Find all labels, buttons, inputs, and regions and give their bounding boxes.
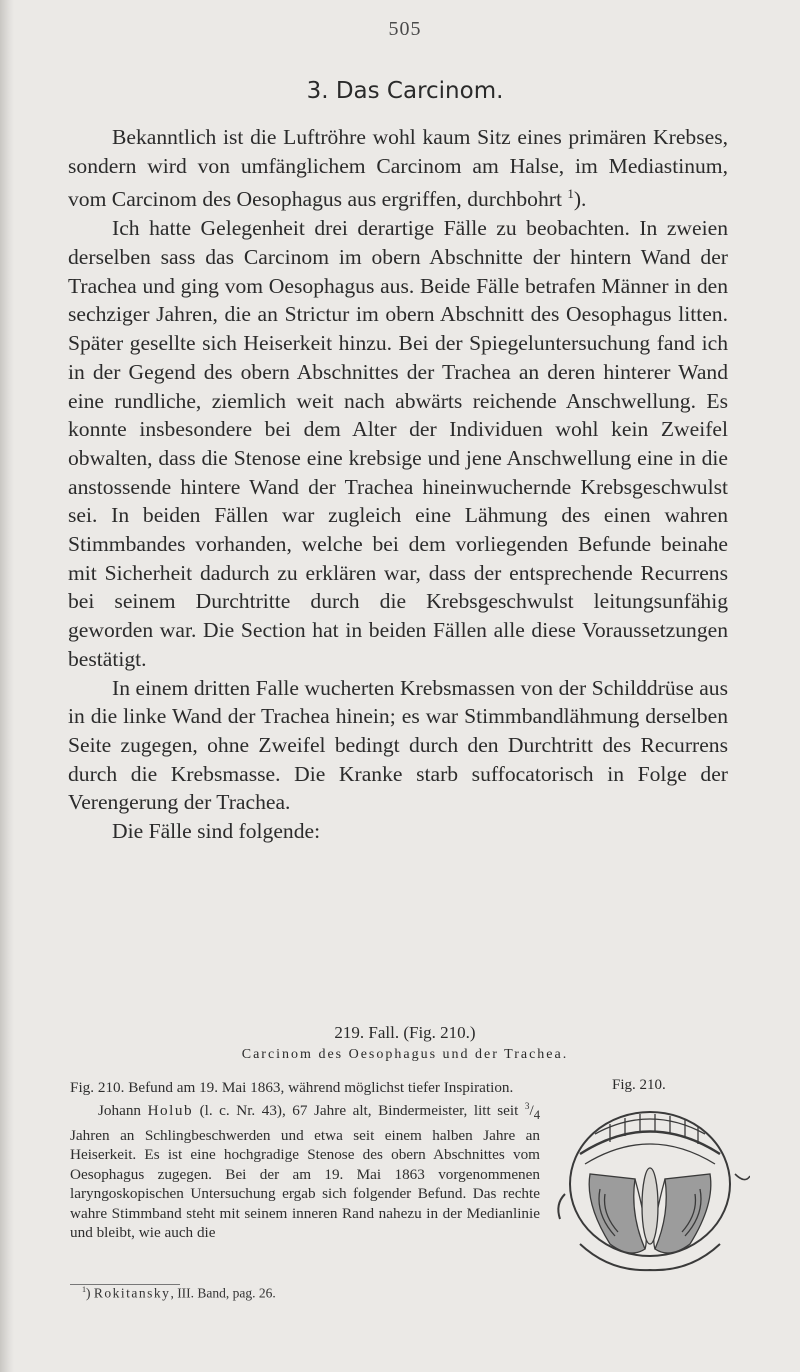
case-subheading: Carcinom des Oesophagus und der Trachea. <box>241 1047 569 1062</box>
fig-label: Fig. 210. <box>70 1079 125 1096</box>
case-body: Johann Holub (l. c. Nr. 43), 67 Jahre alt, Bindermeister, litt seit $^3/_4$ Jahren an Schlingbeschwerden und etwa seit einem halben Jahre an Heiserkeit. Es ist eine hochgradige Stenose des obern Abschnittes vom Oesophagus zugegen. Bei der am 19. Mai 1863 vorgenommenen laryngoskopischen Untersuchung ergab sich folgender Befund. Das rechte wahre Stimmband steht mit seinem inneren Rand nahezu in der Medianlinie und bleibt, wie auch die <box>70 1101 541 1241</box>
section-title: 3. Das Carcinom. <box>306 78 504 104</box>
footnote-mark: 1 <box>82 1285 87 1294</box>
case-heading: 219. Fall. (Fig. 210.) <box>334 1023 476 1042</box>
case-text-2: Jahren an Schlingbeschwerden und etwa seit einem halben Jahre an Heiserkeit. Es ist eine hochgradige Stenose des obern Abschnittes vom Oesophagus zugegen. Bei der am 19. Mai 1863 vorgenommenen laryngoskopischen Untersuchung ergab sich folgender Befund. Das rechte wahre Stimmband steht mit seinem inneren Rand nahezu in der Medianlinie und bleibt, wie auch die <box>70 1126 540 1241</box>
paragraph-2: Ich hatte Gelegenheit drei derartige Fälle zu beobachten. In zweien derselben sass das Carcinom im obern Abschnitte der hintern Wand der Trachea und ging vom Oesophagus aus. Beide Fälle betrafen Männer in den sechziger Jahren, die an Strictur im obern Abschnitt des Oesophagus litten. Später gesellte sich Heiserkeit hinzu. Bei der Spiegeluntersuchung fand ich in der Gegend des obern Abschnittes der Trachea an deren hinterer Wand eine rundliche, ziemlich weit nach abwärts reichende Anschwellung. Es konnte insbesondere bei dem Alter der Individuen wohl kein Zweifel obwalten, dass die Stenose eine krebsige und jene Anschwellung eine in die anstossende hintere Wand der Trachea hineinwuchernde Krebsgeschwulst sei. In beiden Fällen war zugleich eine Lähmung des einen wahren Stimmbandes vorhanden, welche bei dem vorliegenden Befunde beinahe mit Sicherheit dadurch zu erklären war, dass der entsprechende Recurrens bei seinem Durchtritte durch die Krebsgeschwulst leitungsunfähig geworden war. Die Section hat in beiden Fällen alle diese Voraussetzungen bestätigt. <box>68 216 728 671</box>
paragraph-3: In einem dritten Falle wucherten Krebsmassen von der Schilddrüse aus in die linke Wand der Trachea hinein; es war Stimmbandlähmung derselben Seite zugegen, ohne Zweifel bedingt durch den Durchtritt des Recurrens durch die Krebsmasse. Die Kranke starb suffocatorisch in Folge der Verengerung der Trachea. <box>68 675 728 815</box>
larynx-figure <box>550 1094 750 1274</box>
paragraph-1-tail: ). <box>573 187 587 212</box>
fraction-numerator: 3 <box>524 1101 530 1112</box>
patient-name-prefix: Johann <box>98 1102 142 1120</box>
figure-caption: Fig. 210. <box>612 1077 666 1093</box>
case-text-1: (l. c. Nr. 43), 67 Jahre alt, Bindermeister, litt seit <box>199 1102 519 1120</box>
binding-edge <box>0 0 14 1372</box>
case-text <box>70 1078 540 1242</box>
paragraph-1-text: Bekanntlich ist die Luftröhre wohl kaum Sitz eines primären Krebses, sondern wird von umfänglichem Carcinom am Halse, im Mediastinum, vom Carcinom des Oesophagus aus ergriffen, durchbohrt <box>68 125 728 212</box>
footnote-text: , III. Band, pag. 26. <box>170 1285 276 1301</box>
page-number: 505 <box>388 18 422 40</box>
footnote-author: Rokitansky <box>93 1285 171 1301</box>
paragraph-1 <box>68 123 728 214</box>
patient-name: Holub <box>147 1102 194 1120</box>
footnote: $^1$) Rokitansky, III. Band, pag. 26. <box>82 1285 276 1301</box>
footnote-reference[interactable]: 1 <box>567 186 574 202</box>
paragraph-4: Die Fälle sind folgende: <box>112 819 321 844</box>
case-lead <box>70 1078 540 1097</box>
case-lead-text: Befund am 19. Mai 1863, während möglichst tiefer Inspiration. <box>128 1079 514 1096</box>
body-text <box>68 123 728 846</box>
fraction-denominator: 4 <box>533 1108 541 1123</box>
